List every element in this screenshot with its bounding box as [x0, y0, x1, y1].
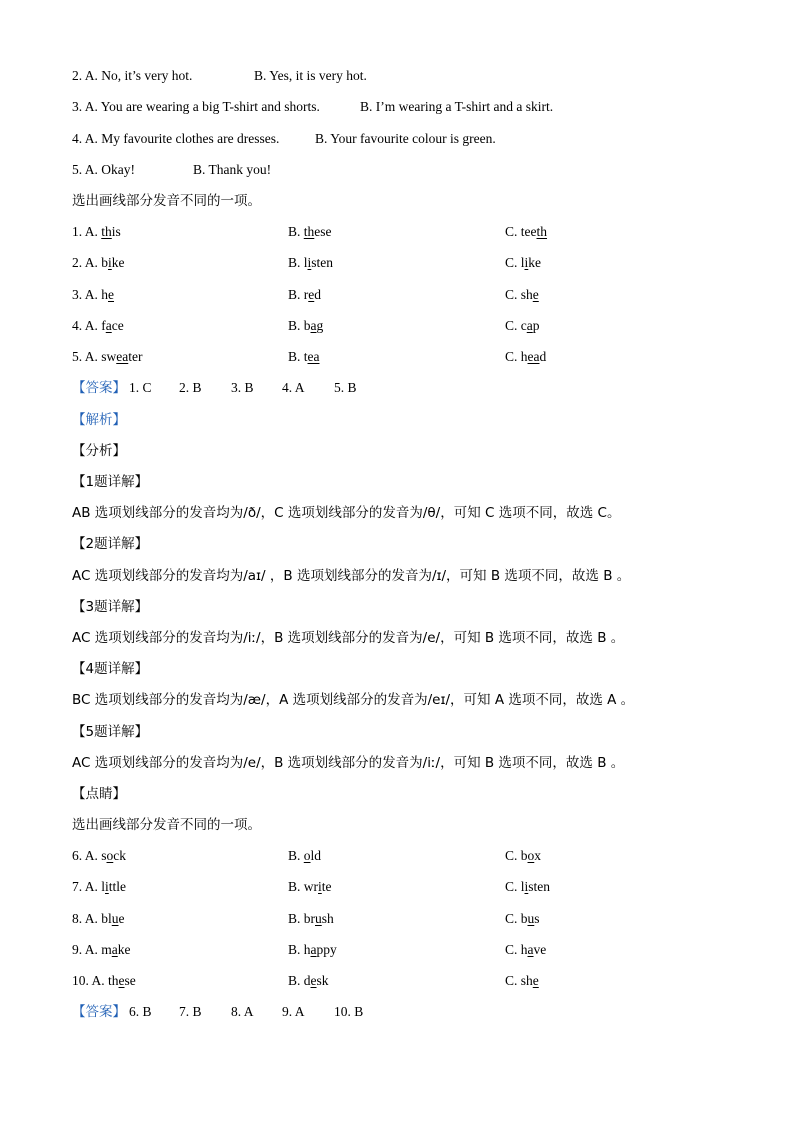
option-text: C. h	[505, 349, 528, 364]
detail-5-label: 【5题详解】	[72, 724, 149, 740]
option-text: ter	[128, 349, 143, 364]
option-text: s	[534, 911, 540, 926]
analysis-label: 【解析】	[72, 412, 126, 428]
option-b: B. Your favourite colour is green.	[315, 131, 496, 146]
option-b	[288, 222, 332, 242]
option-text: C. c	[505, 318, 527, 333]
option-text: is	[111, 224, 121, 239]
option-text: C. tee	[505, 224, 537, 239]
underlined-letters: th	[101, 224, 112, 239]
option-c	[505, 316, 540, 336]
option-text: ppy	[316, 942, 337, 957]
option-c	[505, 285, 539, 305]
underlined-letters: o	[106, 848, 114, 863]
option-text: B. r	[288, 287, 309, 302]
option-a	[72, 347, 143, 367]
option-text: ce	[111, 318, 124, 333]
option-c	[505, 877, 550, 897]
option-text: C. sh	[505, 973, 533, 988]
option-b	[288, 971, 329, 991]
option-a	[72, 909, 125, 929]
detail-1-label: 【1题详解】	[72, 474, 149, 490]
section1-title: 选出画线部分发音不同的一项。	[72, 193, 261, 209]
option-text: e	[118, 911, 125, 926]
section2-title: 选出画线部分发音不同的一项。	[72, 817, 261, 833]
underlined-letters: e	[308, 287, 315, 302]
option-text: ttle	[108, 879, 127, 894]
underlined-letters: a	[526, 318, 533, 333]
option-text: 6. A. s	[72, 848, 107, 863]
option-text: x	[534, 848, 542, 863]
option-a	[72, 316, 124, 336]
option-text: 4. A. f	[72, 318, 106, 333]
option-c	[505, 940, 546, 960]
option-c	[505, 909, 540, 929]
option-c	[505, 347, 546, 367]
underlined-letters: i	[307, 255, 312, 270]
underlined-letters: u	[315, 911, 322, 926]
detail-3-label: 【3题详解】	[72, 599, 149, 615]
answer-item: 6. B	[129, 1004, 152, 1019]
option-text: sh	[321, 911, 334, 926]
option-b: B. Yes, it is very hot.	[254, 68, 367, 83]
option-text: 3. A. h	[72, 287, 109, 302]
option-text: sk	[316, 973, 329, 988]
answer-item: 5. B	[334, 380, 357, 395]
underlined-letters: i	[524, 879, 529, 894]
answer-item: 1. C	[129, 380, 152, 395]
option-c	[505, 222, 547, 242]
underlined-letters: a	[105, 318, 112, 333]
option-text: ve	[533, 942, 547, 957]
option-a: 2. A. No, it’s very hot.	[72, 68, 193, 83]
option-text: B. l	[288, 255, 308, 270]
answer-item: 9. A	[282, 1004, 305, 1019]
option-text: ck	[113, 848, 127, 863]
underlined-letters: a	[310, 318, 317, 333]
underlined-letters: u	[527, 911, 535, 926]
option-b: B. Thank you!	[193, 162, 272, 177]
option-a: 5. A. Okay!	[72, 162, 135, 177]
option-a	[72, 971, 136, 991]
option-text: B. t	[288, 349, 308, 364]
option-text: ke	[111, 255, 125, 270]
fenxi-label: 【分析】	[72, 443, 126, 459]
option-text: ke	[528, 255, 542, 270]
option-text: p	[532, 318, 540, 333]
underlined-letters: th	[303, 224, 315, 239]
option-a: 4. A. My favourite clothes are dresses.	[72, 131, 280, 146]
option-text: 9. A. m	[72, 942, 112, 957]
option-c	[505, 253, 541, 273]
underlined-letters: i	[105, 879, 109, 894]
option-b	[288, 940, 337, 960]
option-text: 5. A. sw	[72, 349, 117, 364]
underlined-letters: e	[310, 973, 317, 988]
detail-2-label: 【2题详解】	[72, 536, 149, 552]
option-text: te	[321, 879, 332, 894]
option-text: g	[316, 318, 324, 333]
underlined-letters: ea	[527, 349, 540, 364]
answer-item: 3. B	[231, 380, 254, 395]
option-a: 3. A. You are wearing a big T-shirt and shorts.	[72, 99, 320, 114]
option-text: C. b	[505, 911, 528, 926]
option-b	[288, 877, 332, 897]
option-a	[72, 877, 126, 897]
option-c	[505, 971, 539, 991]
option-text: B.	[288, 224, 304, 239]
underlined-letters: o	[527, 848, 535, 863]
detail-4-text: BC 选项划线部分的发音均为/æ/，A 选项划线部分的发音为/eɪ/，可知 A 选项不同，故选 A 。	[72, 692, 635, 708]
option-b	[288, 316, 323, 336]
option-text: B.	[288, 848, 304, 863]
option-text: sten	[311, 255, 334, 270]
option-text: d	[314, 287, 321, 302]
option-text: 10. A. th	[72, 973, 119, 988]
underlined-letters: e	[532, 287, 539, 302]
underlined-letters: a	[527, 942, 534, 957]
underlined-letters: e	[532, 973, 539, 988]
answer-item: 7. B	[179, 1004, 202, 1019]
option-text: 7. A. l	[72, 879, 106, 894]
option-text: ld	[310, 848, 322, 863]
underlined-letters: i	[108, 255, 112, 270]
option-a	[72, 285, 114, 305]
underlined-letters: ea	[116, 349, 129, 364]
answer-item: 2. B	[179, 380, 202, 395]
option-text: ese	[314, 224, 332, 239]
answer-item: 10. B	[334, 1004, 364, 1019]
detail-3-text: AC 选项划线部分的发音均为/iː/，B 选项划线部分的发音为/e/，可知 B 选项不同，故选 B 。	[72, 630, 625, 646]
option-text: C. l	[505, 255, 525, 270]
option-text: C. l	[505, 879, 525, 894]
detail-2-text: AC 选项划线部分的发音均为/aɪ/ ，B 选项划线部分的发音为/ɪ/，可知 B 选项不同，故选 B 。	[72, 568, 631, 584]
option-text: ke	[117, 942, 131, 957]
underlined-letters: e	[118, 973, 125, 988]
option-text: d	[539, 349, 547, 364]
underlined-letters: o	[303, 848, 311, 863]
option-text: 1. A.	[72, 224, 102, 239]
option-text: 8. A. bl	[72, 911, 112, 926]
option-a	[72, 846, 126, 866]
option-text: 2. A. b	[72, 255, 109, 270]
option-b: B. I’m wearing a T-shirt and a skirt.	[360, 99, 554, 114]
option-a	[72, 222, 121, 242]
option-b	[288, 846, 321, 866]
option-b	[288, 285, 321, 305]
option-b	[288, 347, 320, 367]
underlined-letters: th	[536, 224, 548, 239]
detail-4-label: 【4题详解】	[72, 661, 149, 677]
detail-5-text: AC 选项划线部分的发音均为/e/，B 选项划线部分的发音为/iː/，可知 B 选项不同，故选 B 。	[72, 755, 625, 771]
dianjing-label: 【点睛】	[72, 786, 126, 802]
answer-label: 【答案】	[72, 1004, 126, 1020]
underlined-letters: e	[108, 287, 115, 302]
underlined-letters: i	[318, 879, 322, 894]
answer-label: 【答案】	[72, 380, 126, 396]
option-b	[288, 909, 334, 929]
option-text: B. h	[288, 942, 311, 957]
option-b	[288, 253, 333, 273]
option-text: B. d	[288, 973, 311, 988]
answer-item: 8. A	[231, 1004, 254, 1019]
option-a	[72, 253, 125, 273]
option-text: C. sh	[505, 287, 533, 302]
option-text: B. br	[288, 911, 315, 926]
underlined-letters: u	[111, 911, 119, 926]
detail-1-text: AB 选项划线部分的发音均为/ð/，C 选项划线部分的发音为/θ/，可知 C 选项不同，故选 C。	[72, 505, 621, 521]
option-text: B. wr	[288, 879, 318, 894]
option-text: se	[124, 973, 136, 988]
underlined-letters: ea	[307, 349, 320, 364]
option-text: B. b	[288, 318, 311, 333]
answer-item: 4. A	[282, 380, 305, 395]
option-text: C. b	[505, 848, 528, 863]
option-text: C. h	[505, 942, 528, 957]
option-c	[505, 846, 541, 866]
underlined-letters: a	[310, 942, 317, 957]
option-text: sten	[528, 879, 551, 894]
underlined-letters: i	[524, 255, 529, 270]
underlined-letters: a	[111, 942, 118, 957]
option-a	[72, 940, 131, 960]
